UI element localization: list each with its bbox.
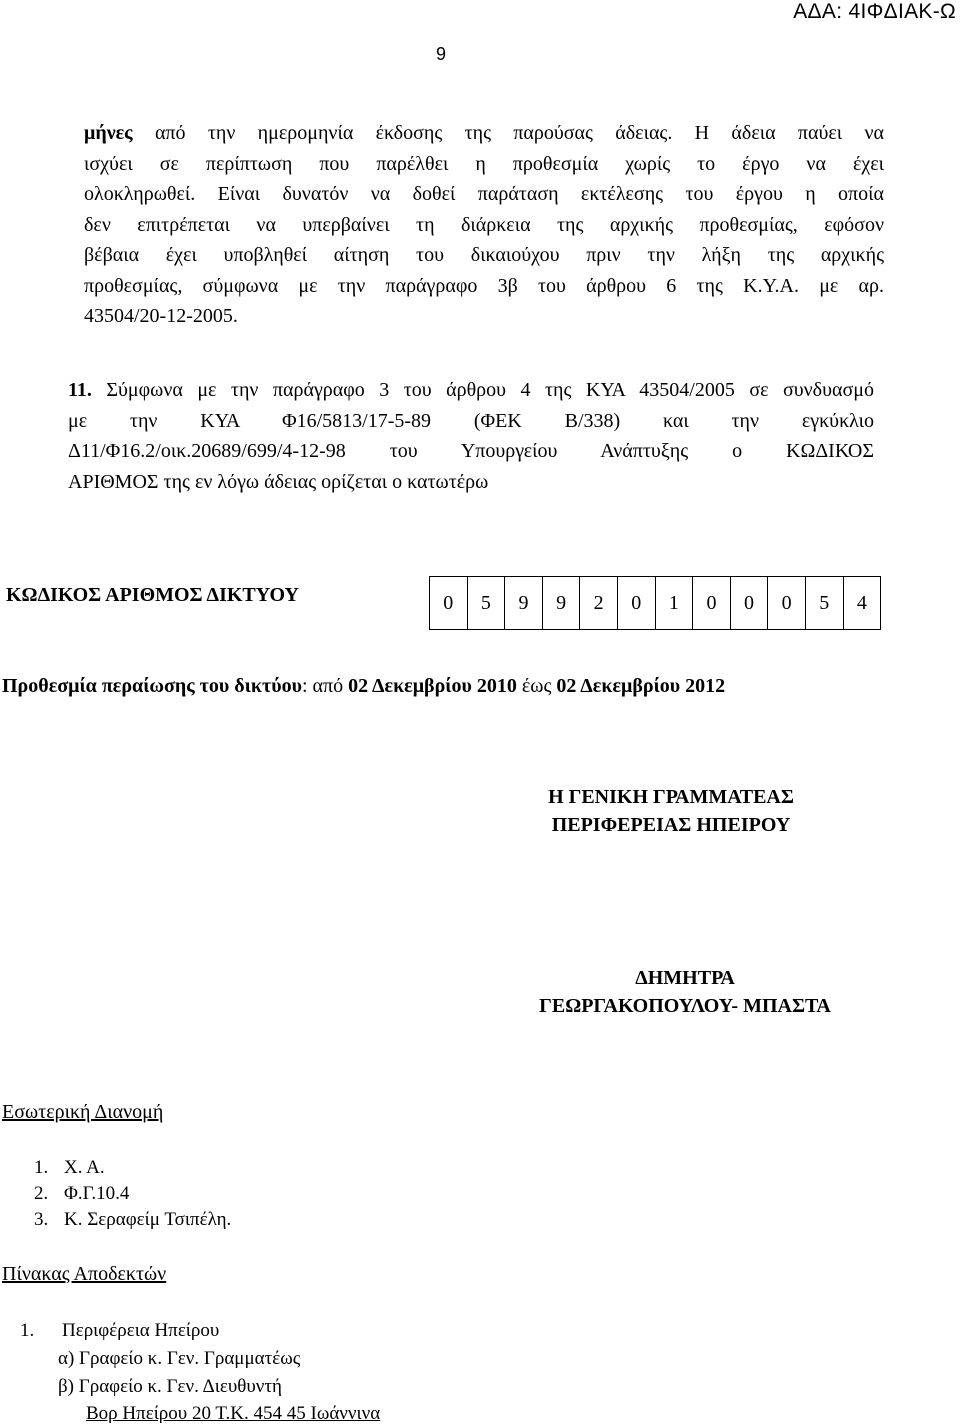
deadline-until: έως: [516, 675, 557, 697]
signatory-name: [486, 964, 884, 1020]
item-line: [68, 375, 874, 406]
paragraph-line: βέβαια έχει υποβληθεί αίτηση του δικαιούχου πριν την λήξη της αρχικής: [84, 244, 884, 266]
line-text: Σύμφωνα με την παράγραφο 3 του άρθρου 4 της ΚΥΑ 43504/2005 σε συνδυασμό: [106, 379, 874, 401]
paragraph-line: ολοκληρωθεί. Είναι δυνατόν να δοθεί παράταση εκτέλεσης του έργου η οποία: [84, 183, 884, 205]
code-digit-cell: 2: [580, 577, 618, 630]
paragraph-line: δεν επιτρέπεται να υπερβαίνει τη διάρκεια της αρχικής προθεσμίας, εφόσον: [84, 213, 884, 236]
page-number: 9: [436, 44, 447, 64]
signatory-title: [486, 783, 856, 839]
item-line: ΑΡΙΘΜΟΣ της εν λόγω άδειας ορίζεται ο κατωτέρω: [68, 470, 489, 493]
internal-distribution-heading: Εσωτερική Διανομή: [2, 1101, 164, 1123]
recipients-item-1: [20, 1318, 219, 1344]
code-digit-cell: 9: [542, 577, 580, 630]
list-text: Χ. Α.: [64, 1157, 105, 1178]
recipient-sub-b: β) Γραφείο κ. Γεν. Διευθυντή: [58, 1376, 282, 1397]
list-text: Κ. Σεραφείμ Τσιπέλη.: [64, 1209, 232, 1230]
network-code-row: [430, 577, 881, 630]
item-11: [68, 375, 874, 497]
paragraph-line: [84, 118, 884, 149]
list-number: 2.: [34, 1183, 49, 1204]
bold-word: μήνες: [84, 122, 133, 144]
ada-identifier: ΑΔΑ: 4ΙΦΔΙΑΚ-Ω: [793, 0, 956, 23]
code-digit-cell: 1: [655, 577, 693, 630]
deadline-start: 02 Δεκεμβρίου 2010: [348, 675, 517, 697]
code-digit-cell: 5: [467, 577, 505, 630]
signatory-name-line: ΓΕΩΡΓΑΚΟΠΟΥΛΟΥ- ΜΠΑΣΤΑ: [539, 995, 831, 1017]
code-digit-cell: 5: [805, 577, 843, 630]
line-text: με την ΚΥΑ Φ16/5813/17-5-89 (ΦΕΚ Β/338) και την εγκύκλιο: [68, 409, 874, 432]
list-text: Περιφέρεια Ηπείρου: [62, 1320, 220, 1341]
line-text: από την ημερομηνία έκδοσης της παρούσας άδειας. Η άδεια παύει να: [132, 122, 884, 144]
list-number: 1.: [34, 1157, 49, 1178]
deadline-line: [2, 675, 725, 698]
recipient-address: Βορ Ηπείρου 20 Τ.Κ. 454 45 Ιωάννινα: [86, 1403, 381, 1424]
code-digit-cell: 0: [693, 577, 731, 630]
paragraph-line: προθεσμίας, σύμφωνα με την παράγραφο 3β του άρθρου 6 της Κ.Υ.Α. με αρ.: [84, 274, 884, 297]
code-digit-cell: 9: [505, 577, 543, 630]
paragraph-line: 43504/20-12-2005.: [84, 305, 238, 327]
list-text: Φ.Γ.10.4: [64, 1183, 130, 1204]
recipients-heading: Πίνακας Αποδεκτών: [2, 1263, 167, 1285]
code-digit-cell: 0: [768, 577, 806, 630]
network-code-table: [429, 576, 881, 630]
network-code-label: ΚΩΔΙΚΟΣ ΑΡΙΘΜΟΣ ΔΙΚΤΥΟΥ: [6, 584, 299, 606]
code-digit-cell: 0: [730, 577, 768, 630]
signatory-name-line: ΔΗΜΗΤΡΑ: [635, 967, 735, 989]
internal-distribution-list: [34, 1155, 231, 1233]
signatory-title-line: ΠΕΡΙΦΕΡΕΙΑΣ ΗΠΕΙΡΟΥ: [551, 814, 791, 836]
list-number: 3.: [34, 1209, 49, 1230]
signatory-title-line: Η ΓΕΝΙΚΗ ΓΡΑΜΜΑΤΕΑΣ: [548, 786, 794, 808]
list-item: [34, 1181, 231, 1207]
deadline-from: : από: [301, 675, 349, 697]
paragraph-line: ισχύει σε περίπτωση που παρέλθει η προθεσμία χωρίς το έργο να έχει: [84, 152, 884, 175]
list-number: 1.: [20, 1320, 35, 1341]
deadline-end: 02 Δεκεμβρίου 2012: [556, 675, 726, 697]
item-line: Δ11/Φ16.2/οικ.20689/699/4-12-98 του Υπουργείου Ανάπτυξης ο ΚΩΔΙΚΟΣ: [68, 440, 874, 462]
recipient-sub-a: α) Γραφείο κ. Γεν. Γραμματέως: [58, 1348, 301, 1369]
deadline-label: Προθεσμία περαίωσης του δικτύου: [2, 675, 302, 697]
code-digit-cell: 4: [843, 577, 881, 630]
list-item: [34, 1207, 231, 1233]
item-number: 11.: [68, 379, 92, 401]
code-digit-cell: 0: [617, 577, 655, 630]
paragraph-validity: [84, 118, 884, 332]
item-line: [68, 406, 874, 437]
list-item: [34, 1155, 231, 1181]
code-digit-cell: 0: [430, 577, 468, 630]
